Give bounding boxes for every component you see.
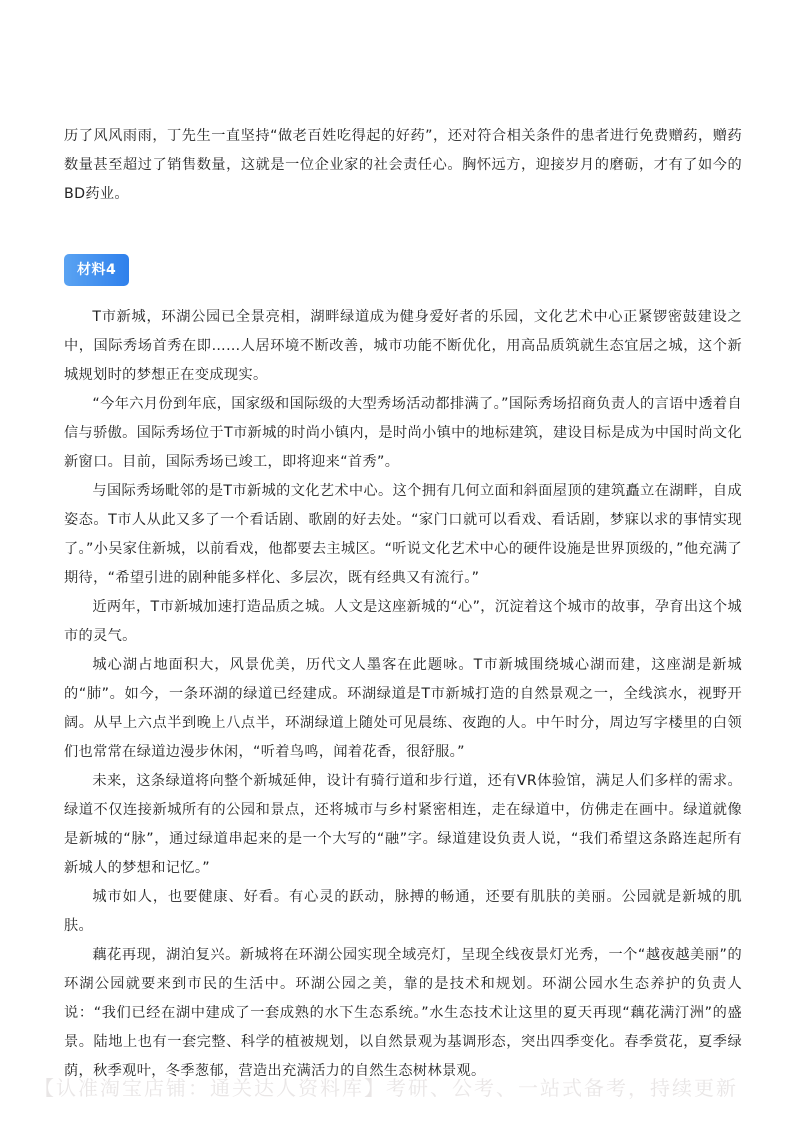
paragraph-8: 藕花再现，湖泊复兴。新城将在环湖公园实现全域亮灯，呈现全线夜景灯光秀，一个“越夜越美丽”的环湖公园就要来到市民的生活中。环湖公园之美，靠的是技术和规划。环湖公园水生态养护的负责人说：“我们已经在湖中建成了一套成熟的水下生态系统。”水生态技术让这里的夏天再现“藕花满汀洲”的盛景。陆地上也有一套完整、科学的植被规划，以自然景观为基调形态，突出四季变化。春季赏花，夏季绿荫，秋季观叶，冬季葱郁，营造出充满活力的自然生态树林景观。 xyxy=(64,947,742,1079)
section-label-badge: 材料4 xyxy=(64,254,129,286)
paragraph-6: 未来，这条绿道将向整个新城延伸，设计有骑行道和步行道，还有VR体验馆，满足人们多样的需求。绿道不仅连接新城所有的公园和景点，还将城市与乡村紧密相连，走在绿道中，仿佛走在画中。绿道就像是新城的“脉”，通过绿道串起来的是一个大写的“融”字。绿道建设负责人说，“我们希望这条路连起所有新城人的梦想和记忆。” xyxy=(64,773,742,876)
paragraph-1: T市新城，环湖公园已全景亮相，湖畔绿道成为健身爱好者的乐园，文化艺术中心正紧锣密鼓建设之中，国际秀场首秀在即……人居环境不断改善，城市功能不断优化，用高品质筑就生态宜居之城，这个新城规划时的梦想正在变成现实。 xyxy=(64,309,742,383)
paragraph-7: 城市如人，也要健康、好看。有心灵的跃动，脉搏的畅通，还要有肌肤的美丽。公园就是新城的肌肤。 xyxy=(64,889,742,934)
watermark-footer: 【认准淘宝店铺：通关达人资料库】考研、公考、一站式备考，持续更新 xyxy=(34,1076,738,1100)
paragraph-2: “今年六月份到年底，国家级和国际级的大型秀场活动都排满了。”国际秀场招商负责人的言语中透着自信与骄傲。国际秀场位于T市新城的时尚小镇内，是时尚小镇中的地标建筑，建设目标是成为中国时尚文化新窗口。目前，国际秀场已竣工，即将迎来“首秀”。 xyxy=(64,396,742,470)
document-body xyxy=(64,122,742,1086)
paragraph-5: 城心湖占地面积大，风景优美，历代文人墨客在此题咏。T市新城围绕城心湖而建，这座湖是新城的“肺”。如今，一条环湖的绿道已经建成。环湖绿道是T市新城打造的自然景观之一，全线滨水，视野开阔。从早上六点半到晚上八点半，环湖绿道上随处可见晨练、夜跑的人。中午时分，周边写字楼里的白领们也常常在绿道边漫步休闲，“听着鸟鸣，闻着花香，很舒服。” xyxy=(64,657,742,760)
paragraph-3: 与国际秀场毗邻的是T市新城的文化艺术中心。这个拥有几何立面和斜面屋顶的建筑矗立在湖畔，自成姿态。T市人从此又多了一个看话剧、歌剧的好去处。“家门口就可以看戏、看话剧，梦寐以求的事情实现了。”小吴家住新城，以前看戏，他都要去主城区。“听说文化艺术中心的硬件设施是世界顶级的，”他充满了期待，“希望引进的剧种能多样化、多层次，既有经典又有流行。” xyxy=(64,483,742,586)
paragraph-4: 近两年，T市新城加速打造品质之城。人文是这座新城的“心”，沉淀着这个城市的故事，孕育出这个城市的灵气。 xyxy=(64,599,742,644)
intro-paragraph: 历了风风雨雨，丁先生一直坚持“做老百姓吃得起的好药”，还对符合相关条件的患者进行免费赠药，赠药数量甚至超过了销售数量，这就是一位企业家的社会责任心。胸怀远方，迎接岁月的磨砺，才有了如今的BD药业。 xyxy=(64,128,742,202)
